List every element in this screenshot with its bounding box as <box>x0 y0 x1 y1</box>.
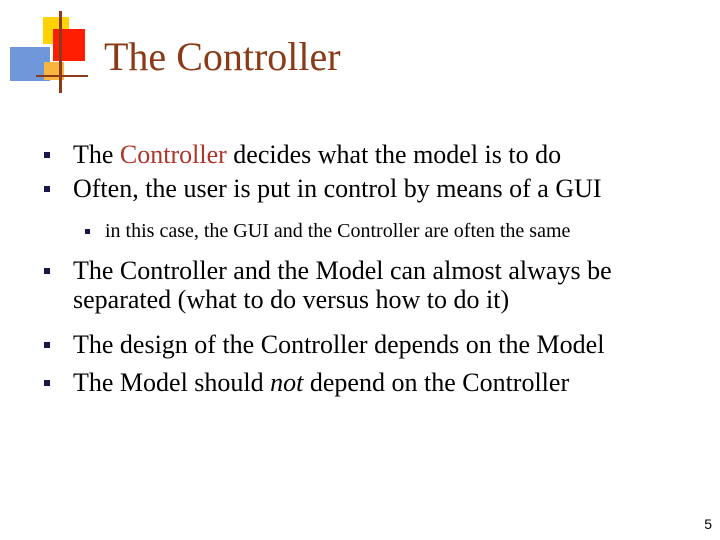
bullet-marker-1 <box>44 152 50 158</box>
bullet-item-5 <box>73 368 569 397</box>
bullet-item-3-line-2: separated (what to do versus how to do it) <box>73 285 510 314</box>
bullet-1-highlight: Controller <box>119 140 227 169</box>
bullet-5-suffix: depend on the Controller <box>303 368 570 397</box>
sub-bullet-marker <box>85 229 90 234</box>
bullet-5-emphasis: not <box>270 368 304 397</box>
bullet-1-prefix: The <box>73 140 120 169</box>
bullet-1-suffix: decides what the model is to do <box>226 140 562 169</box>
bullet-item-4: The design of the Controller depends on the Model <box>73 330 605 359</box>
bullet-marker-5 <box>44 380 50 386</box>
bullet-marker-3 <box>44 268 50 274</box>
bullet-marker-4 <box>44 342 50 348</box>
bullet-item-3-line-1: The Controller and the Model can almost always be <box>73 256 612 285</box>
sub-bullet-item: in this case, the GUI and the Controller are often the same <box>105 220 571 242</box>
bullet-item-2: Often, the user is put in control by means of a GUI <box>73 174 602 203</box>
page-number: 5 <box>704 516 712 532</box>
bullet-5-prefix: The Model should <box>73 368 271 397</box>
bullet-marker-2 <box>44 186 50 192</box>
bullet-item-1 <box>73 140 561 169</box>
slide-title: The Controller <box>104 34 341 79</box>
